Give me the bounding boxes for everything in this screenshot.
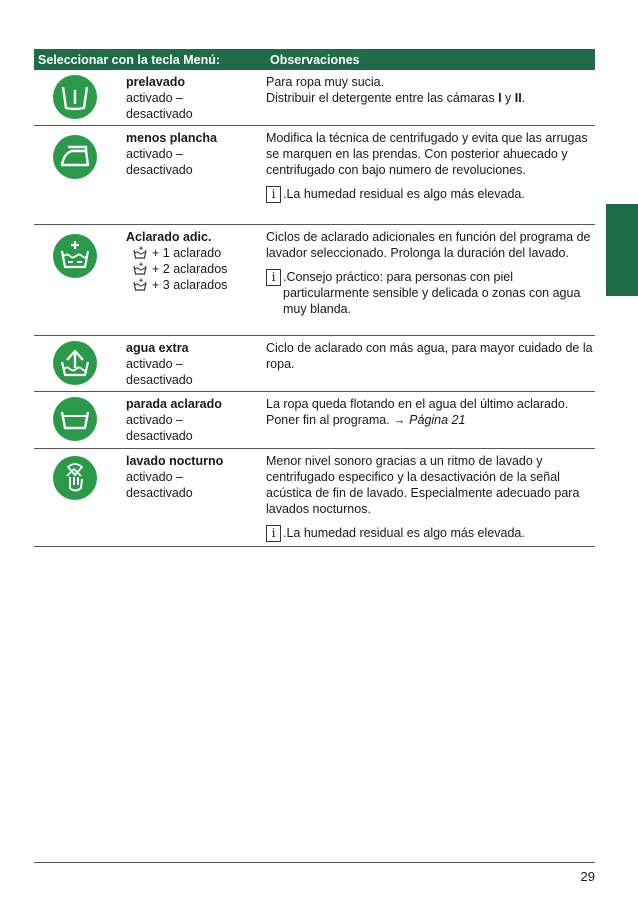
- rinse-option-2: [126, 261, 266, 277]
- night-wash-icon: [52, 455, 98, 501]
- table-row-parada-aclarado: [34, 392, 595, 449]
- description-line-2: [266, 90, 596, 106]
- option-label: + 1 aclarado: [152, 246, 222, 260]
- option-label: + 2 aclarados: [152, 262, 228, 276]
- option-values: activado – desactivado: [126, 357, 193, 387]
- footer-divider: [34, 862, 595, 863]
- option-title: Aclarado adic.: [126, 230, 212, 244]
- iron-icon: [52, 134, 98, 180]
- chamber-ii: II: [514, 91, 522, 105]
- description: Modifica la técnica de centrifugado y evita que las arrugas se marquen en las prendas. Con posterior ahuecado y centrifugado con bajo numero de revoluciones.: [266, 131, 588, 177]
- table-row-menos-plancha: [34, 126, 595, 225]
- option-values: activado – desactivado: [126, 91, 193, 121]
- note-text: .Consejo práctico: para personas con piel particularmente sensible y delicada o zonas con agua muy blanda.: [283, 270, 581, 316]
- rinse-option-3: [126, 277, 266, 293]
- table-row-lavado-nocturno: [34, 449, 595, 547]
- extra-water-icon: [52, 340, 98, 386]
- option-title: lavado nocturno: [126, 454, 224, 468]
- extra-rinse-icon: [52, 233, 98, 279]
- option-title: agua extra: [126, 341, 189, 355]
- arrow-icon: →: [393, 413, 406, 427]
- chamber-i: I: [498, 91, 502, 105]
- prewash-icon: [52, 74, 98, 120]
- option-values: activado – desactivado: [126, 413, 193, 443]
- info-icon: i: [266, 525, 281, 542]
- option-values: activado – desactivado: [126, 147, 193, 177]
- description: La ropa queda flotando en el agua del último aclarado. Poner fin al programa.: [266, 397, 569, 427]
- page-number: 29: [580, 869, 595, 884]
- rinse-hold-icon: [52, 396, 98, 442]
- description: Para ropa muy sucia.: [266, 75, 385, 89]
- info-icon: i: [266, 269, 281, 286]
- chapter-side-tab: [606, 204, 638, 296]
- note-text: .La humedad residual es algo más elevada.: [283, 187, 525, 201]
- description: Menor nivel sonoro gracias a un ritmo de lavado y centrifugado especifico y la desactivación de la señal acústica de fin de lavado. Especialmente adecuado para lavados nocturnos.: [266, 454, 580, 516]
- option-values: activado – desactivado: [126, 470, 193, 500]
- table-row-agua-extra: [34, 336, 595, 392]
- info-note: [266, 186, 596, 203]
- period: .: [521, 91, 526, 105]
- option-label: + 3 aclarados: [152, 278, 228, 292]
- header-select-column: Seleccionar con la tecla Menú:: [38, 52, 221, 67]
- info-icon: i: [266, 186, 281, 203]
- option-title: prelavado: [126, 75, 186, 89]
- option-title: menos plancha: [126, 131, 217, 145]
- page-reference-link[interactable]: Página 21: [409, 413, 466, 427]
- options-table: [34, 49, 595, 547]
- table-row-prelavado: [34, 70, 595, 126]
- info-note: [266, 269, 596, 317]
- header-observations-column: Observaciones: [270, 52, 360, 67]
- info-note: [266, 525, 596, 542]
- rinse-small-icon: [132, 262, 148, 276]
- rinse-option-1: [126, 245, 266, 261]
- table-row-aclarado-adic: [34, 225, 595, 336]
- rinse-small-icon: [132, 246, 148, 260]
- option-title: parada aclarado: [126, 397, 222, 411]
- description: Ciclo de aclarado con más agua, para mayor cuidado de la ropa.: [266, 341, 593, 371]
- description: Ciclos de aclarado adicionales en función del programa de lavador seleccionado. Prolonga la duración del lavado.: [266, 230, 591, 260]
- table-header: [34, 49, 595, 70]
- conjunction: y: [505, 91, 512, 105]
- rinse-small-icon: [132, 278, 148, 292]
- note-text: .La humedad residual es algo más elevada.: [283, 526, 525, 540]
- description-text: Distribuir el detergente entre las cámaras: [266, 91, 495, 105]
